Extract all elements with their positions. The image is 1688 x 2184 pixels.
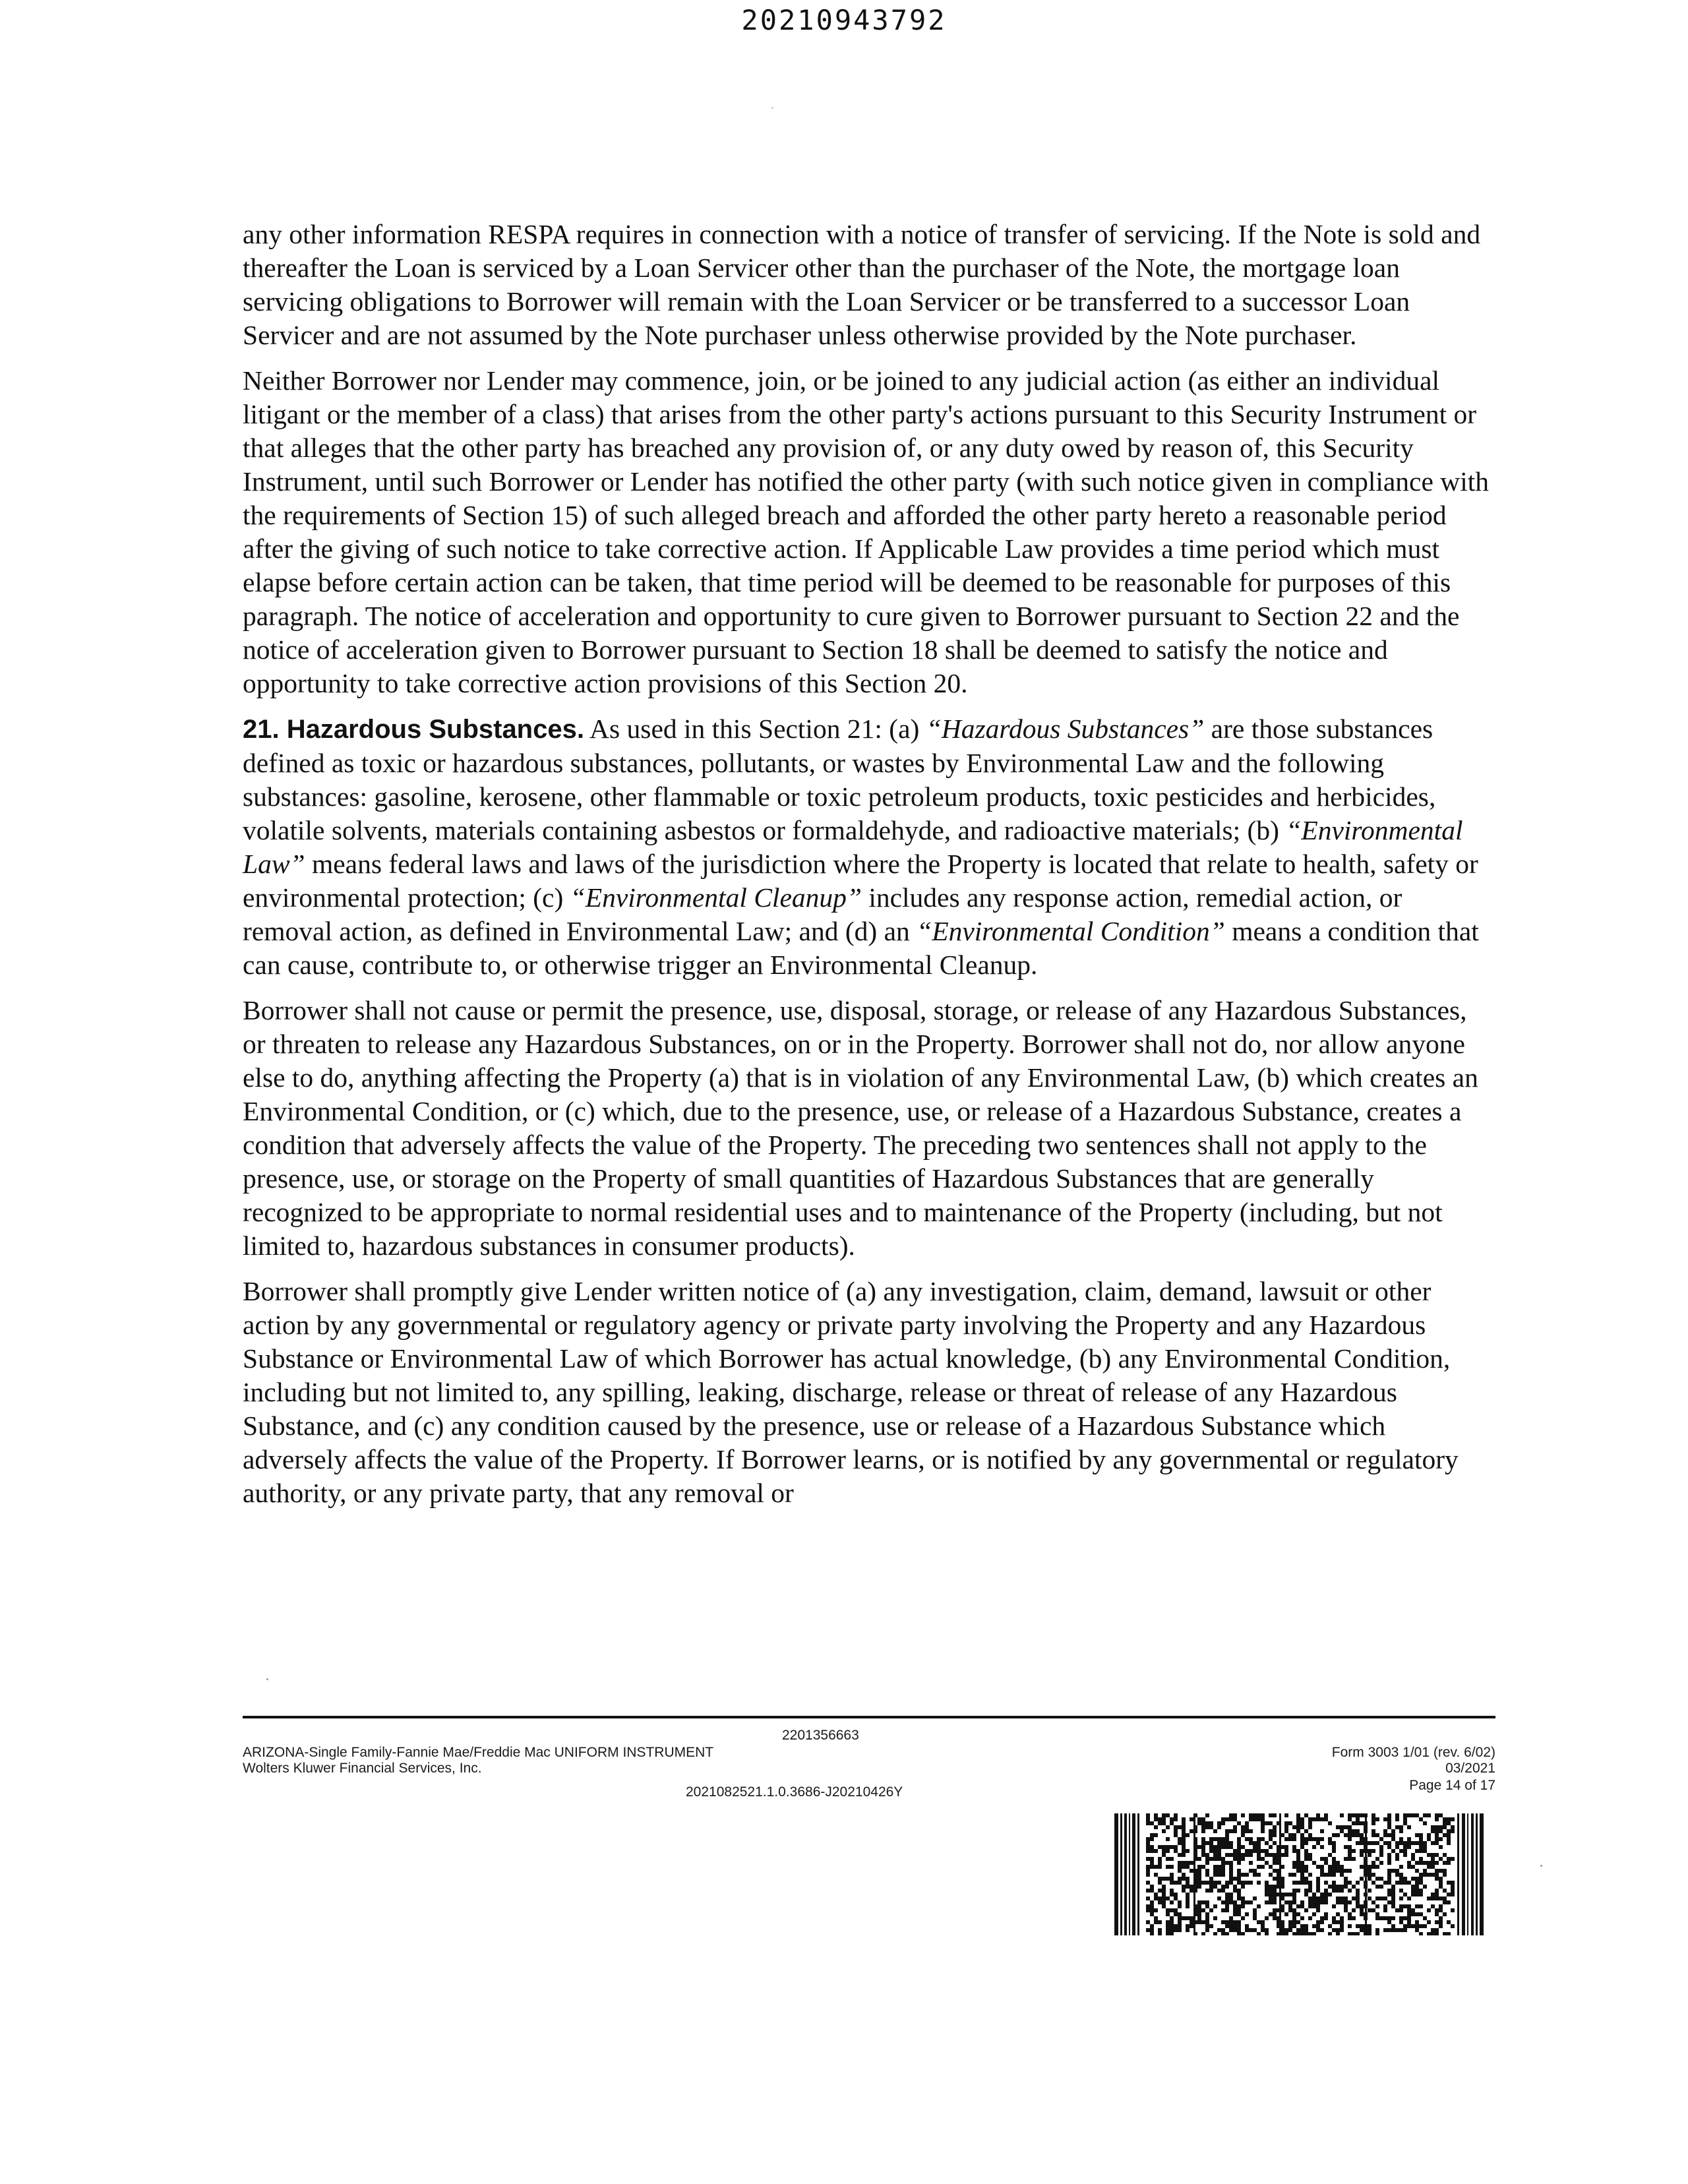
2d-barcode-icon bbox=[1114, 1813, 1484, 1935]
term-environmental-cleanup: “Environmental Cleanup” bbox=[570, 882, 862, 913]
footer-loan-number: 2201356663 bbox=[782, 1728, 859, 1743]
footer-form-number: Form 3003 1/01 (rev. 6/02) bbox=[1331, 1745, 1495, 1760]
document-body bbox=[243, 218, 1495, 1522]
footer-publisher: Wolters Kluwer Financial Services, Inc. bbox=[243, 1761, 482, 1776]
section-21-text-2: are those substances defined as toxic or hazardous substances, pollutants, or wastes by Environmental Law and the following substances: gasoline, kerosene, other flammable or toxic petroleum products, toxic pesticides and herbicides, volatile solvents, materials containing asbestos or formaldehyde, and radioactive materials; (b) bbox=[243, 713, 1436, 845]
term-environmental-condition: “Environmental Condition” bbox=[917, 916, 1225, 946]
section-21-text-1: As used in this Section 21: (a) bbox=[584, 713, 926, 744]
paragraph-judicial-action: Neither Borrower nor Lender may commence, join, or be joined to any judicial action (as either an individual litigant or the member of a class) that arises from the other party's actions pursuant to this Security Instrument or that alleges that the other party has breached any provision of, or any duty owed by reason of, this Security Instrument, until such Borrower or Lender has notified the other party (with such notice given in compliance with the requirements of Section 15) of such alleged breach and afforded the other party hereto a reasonable period after the giving of such notice to take corrective action. If Applicable Law provides a time period which must elapse before certain action can be taken, that time period will be deemed to be reasonable for purposes of this paragraph. The notice of acceleration and opportunity to cure given to Borrower pursuant to Section 22 and the notice of acceleration given to Borrower pursuant to Section 18 shall be deemed to satisfy the notice and opportunity to take corrective action provisions of this Section 20. bbox=[243, 365, 1490, 698]
section-21-text-3: means federal laws and laws of the jurisdiction where the Property is located that relate to health, safety or environmental protection; (c) bbox=[243, 849, 1478, 913]
footer-page-number: Page 14 of 17 bbox=[1409, 1778, 1495, 1793]
scan-speck bbox=[771, 107, 773, 109]
term-hazardous-substances: “Hazardous Substances” bbox=[926, 713, 1205, 744]
footer-rule bbox=[243, 1716, 1495, 1718]
section-21-paragraph bbox=[243, 712, 1495, 982]
section-21-heading: 21. Hazardous Substances. bbox=[243, 715, 584, 744]
section-21-text-5: means a condition that can cause, contribute to, or otherwise trigger an Environmental Cleanup. bbox=[243, 916, 1479, 980]
footer-doc-id: 2021082521.1.0.3686-J20210426Y bbox=[686, 1784, 903, 1800]
footer-date: 03/2021 bbox=[1445, 1761, 1495, 1776]
footer-instrument-title: ARIZONA-Single Family-Fannie Mae/Freddie Mac UNIFORM INSTRUMENT bbox=[243, 1745, 714, 1760]
recording-number: 20210943792 bbox=[741, 4, 947, 36]
paragraph-borrower-notice: Borrower shall promptly give Lender written notice of (a) any investigation, claim, demand, lawsuit or other action by any governmental or regulatory agency or private party involving the Property and any Hazardous Substance or Environmental Law of which Borrower has actual knowledge, (b) any Environmental Condition, including but not limited to, any spilling, leaking, discharge, release or threat of release of any Hazardous Substance, and (c) any condition caused by the presence, use or release of a Hazardous Substance which adversely affects the value of the Property. If Borrower learns, or is notified by any governmental or regulatory authority, or any private party, that any removal or bbox=[243, 1276, 1459, 1508]
scan-speck bbox=[266, 1678, 268, 1680]
term-environmental-law: “Environmental Law” bbox=[243, 815, 1463, 879]
section-21-text-4: includes any response action, remedial action, or removal action, as defined in Environmental Law; and (d) an bbox=[243, 882, 1402, 946]
paragraph-servicing-transfer: any other information RESPA requires in connection with a notice of transfer of servicing. If the Note is sold and thereafter the Loan is serviced by a Loan Servicer other than the purchaser of the Note, the mortgage loan servicing obligations to Borrower will remain with the Loan Servicer or be transferred to a successor Loan Servicer and are not assumed by the Note purchaser unless otherwise provided by the Note purchaser. bbox=[243, 219, 1481, 350]
scan-speck bbox=[1540, 1865, 1542, 1867]
paragraph-borrower-restrictions: Borrower shall not cause or permit the presence, use, disposal, storage, or release of any Hazardous Substances, or threaten to release any Hazardous Substances, on or in the Property. Borrower shall not do, nor allow anyone else to do, anything affecting the Property (a) that is in violation of any Environmental Law, (b) which creates an Environmental Condition, or (c) which, due to the presence, use, or release of a Hazardous Substance, creates a condition that adversely affects the value of the Property. The preceding two sentences shall not apply to the presence, use, or storage on the Property of small quantities of Hazardous Substances that are generally recognized to be appropriate to normal residential uses and to maintenance of the Property (including, but not limited to, hazardous substances in consumer products). bbox=[243, 995, 1478, 1261]
